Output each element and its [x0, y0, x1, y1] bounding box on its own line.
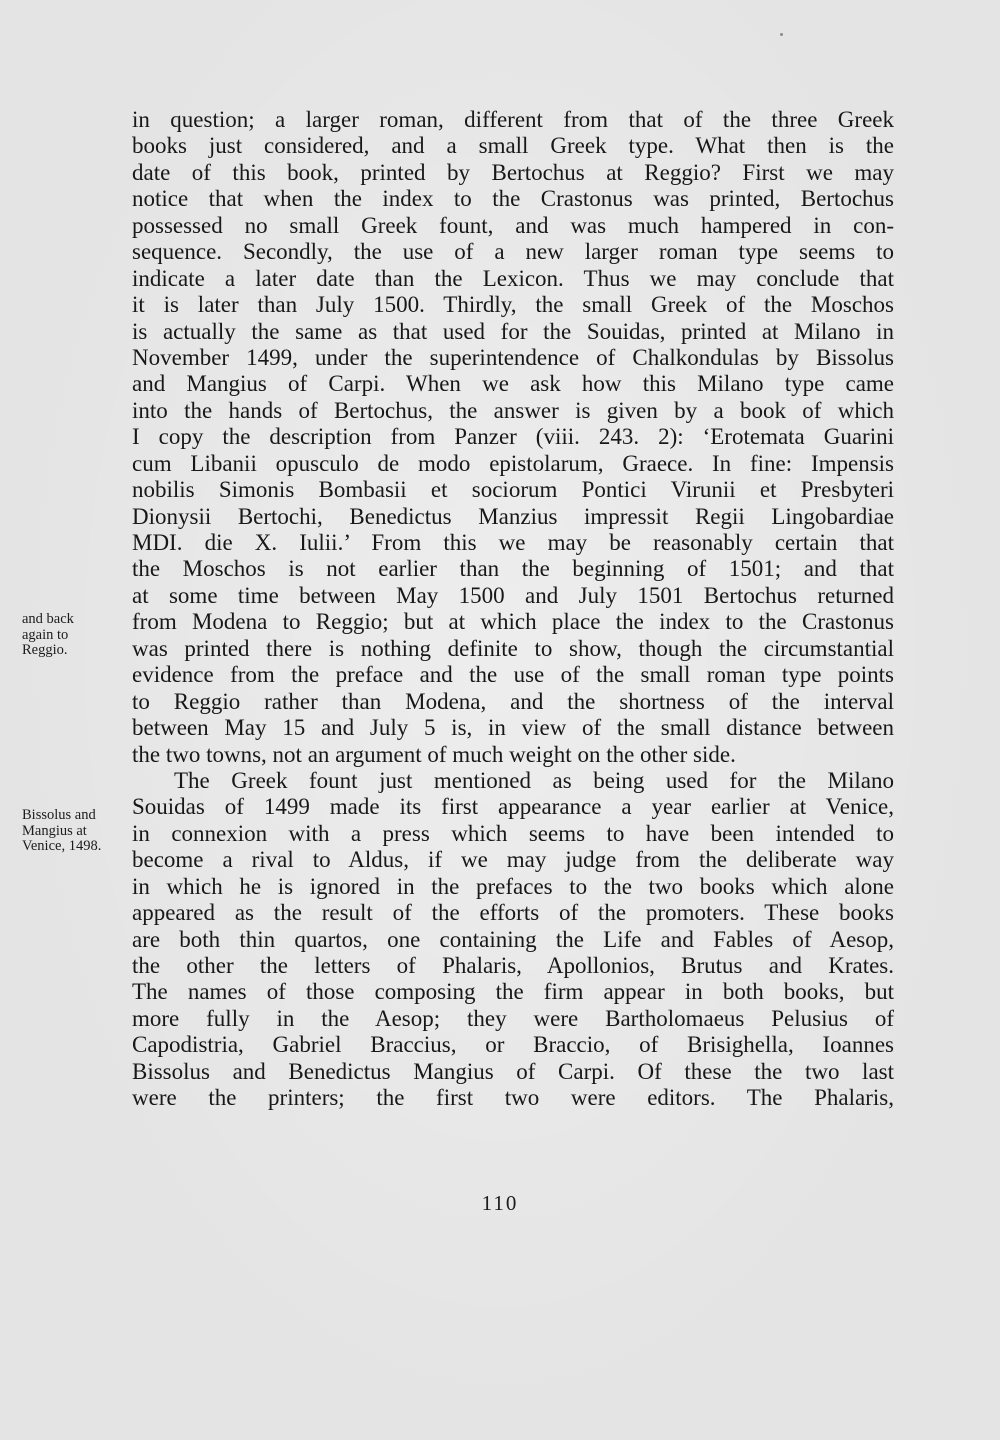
body-text — [132, 107, 894, 1112]
text-line: nobilis Simonis Bombasii et sociorum Pontici Virunii et Presbyteri — [132, 477, 894, 503]
text-line: and Mangius of Carpi. When we ask how this Milano type came — [132, 371, 894, 397]
paragraph-first-line: The Greek fount just mentioned as being used for the Milano — [174, 767, 894, 793]
text-line: in which he is ignored in the prefaces to the two books which alone — [132, 873, 894, 899]
text-line: November 1499, under the superintendence of Chalkondulas by Bissolus — [132, 344, 894, 370]
margin-note-line: Mangius at — [22, 822, 87, 839]
text-line: cum Libanii opusculo de modo epistolarum, Graece. In fine: Impensis — [132, 450, 894, 476]
text-line: The names of those composing the firm appear in both books, but — [132, 979, 894, 1005]
paper-speck — [780, 33, 783, 36]
text-line: indicate a later date than the Lexicon. Thus we may conclude that — [132, 265, 894, 291]
text-line: become a rival to Aldus, if we may judge from the deliberate way — [132, 847, 894, 873]
text-line: were the printers; the first two were editors. The Phalaris, — [132, 1085, 894, 1111]
text-line: between May 15 and July 5 is, in view of the small distance between — [132, 715, 894, 741]
margin-note-line: again to — [22, 626, 69, 643]
margin-note-back-to-reggio — [22, 612, 130, 659]
text-line: in question; a larger roman, different from that of the three Greek — [132, 107, 894, 132]
margin-note-line: Reggio. — [22, 642, 68, 658]
text-line: it is later than July 1500. Thirdly, the small Greek of the Moschos — [132, 292, 894, 318]
page-number: 110 — [481, 1191, 519, 1215]
text-line: possessed no small Greek fount, and was much hampered in con- — [132, 212, 894, 238]
margin-note-line: and back — [22, 611, 74, 627]
text-line: Souidas of 1499 made its first appearance a year earlier at Venice, — [132, 794, 894, 820]
text-line: is actually the same as that used for the Souidas, printed at Milano in — [132, 318, 894, 344]
text-line: Bissolus and Benedictus Mangius of Carpi. Of these the two last — [132, 1058, 894, 1084]
text-line: to Reggio rather than Modena, and the shortness of the interval — [132, 688, 894, 714]
text-line: Capodistria, Gabriel Braccius, or Braccio, of Brisighella, Ioannes — [132, 1032, 894, 1058]
text-line: more fully in the Aesop; they were Bartholomaeus Pelusius of — [132, 1005, 894, 1031]
margin-note-line: Bissolus and — [22, 807, 96, 823]
paragraph-last-line: the two towns, not an argument of much weight on the other side. — [132, 741, 736, 767]
text-line: in connexion with a press which seems to have been intended to — [132, 820, 894, 846]
margin-note-bissolus-venice — [22, 808, 130, 855]
text-line: I copy the description from Panzer (viii. 243. 2): ‘Erotemata Guarini — [132, 424, 894, 450]
text-line: MDI. die X. Iulii.’ From this we may be reasonably certain that — [132, 530, 894, 555]
text-line: from Modena to Reggio; but at which place the index to the Crastonus — [132, 609, 894, 635]
text-line: books just considered, and a small Greek type. What then is the — [132, 133, 894, 159]
margin-note-line: Venice, 1498. — [22, 838, 102, 854]
text-line: the other the letters of Phalaris, Apollonios, Brutus and Krates. — [132, 953, 894, 978]
text-line: evidence from the preface and the use of the small roman type points — [132, 662, 894, 688]
text-line: notice that when the index to the Crastonus was printed, Bertochus — [132, 186, 894, 212]
text-line: appeared as the result of the efforts of the promoters. These books — [132, 900, 894, 926]
text-line: the Moschos is not earlier than the beginning of 1501; and that — [132, 556, 894, 582]
text-line: at some time between May 1500 and July 1501 Bertochus returned — [132, 582, 894, 608]
text-line: Dionysii Bertochi, Benedictus Manzius impressit Regii Lingobardiae — [132, 503, 894, 529]
text-line: date of this book, printed by Bertochus at Reggio? First we may — [132, 159, 894, 185]
text-line: into the hands of Bertochus, the answer is given by a book of which — [132, 397, 894, 423]
text-line: sequence. Secondly, the use of a new larger roman type seems to — [132, 239, 894, 265]
text-line: are both thin quartos, one containing the Life and Fables of Aesop, — [132, 926, 894, 952]
text-line: was printed there is nothing definite to show, though the circumstantial — [132, 635, 894, 661]
